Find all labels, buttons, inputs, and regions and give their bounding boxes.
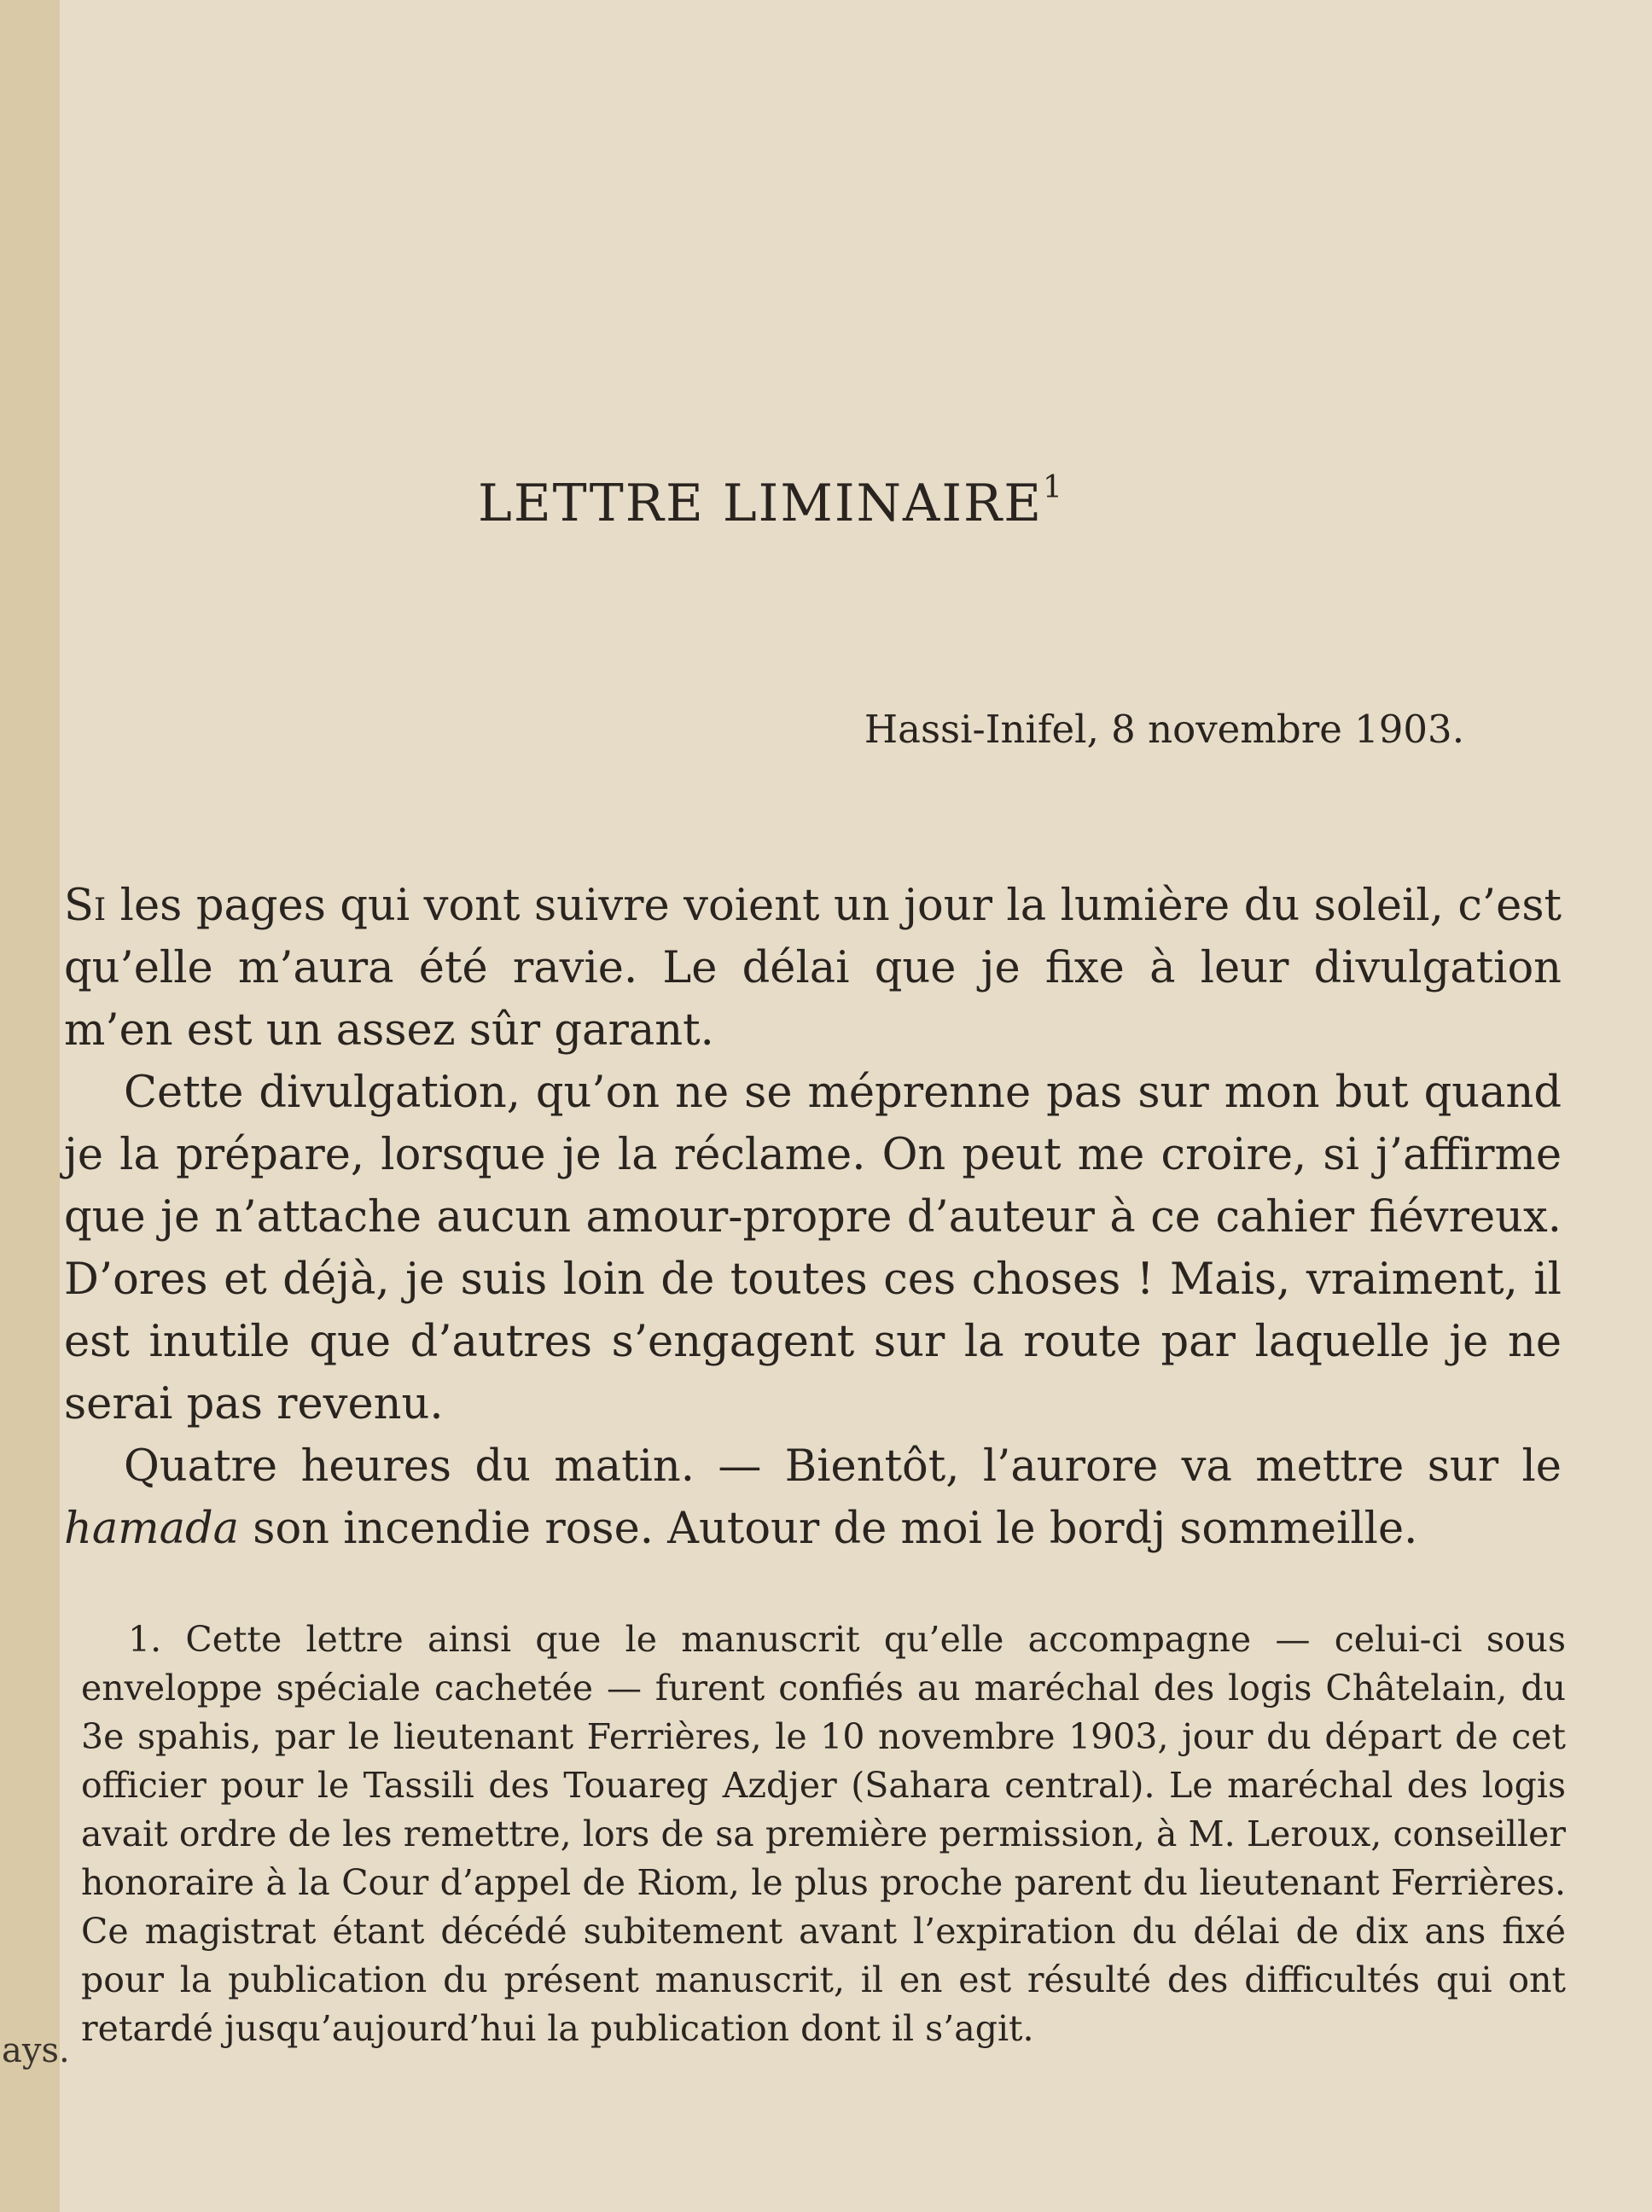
footnote-reference-mark: 1 (1043, 470, 1064, 505)
letter-body (64, 875, 1562, 1560)
dateline: Hassi-Inifel, 8 novembre 1903. (864, 707, 1464, 752)
chapter-title-text: LETTRE LIMINAIRE (478, 474, 1044, 533)
opening-word: Si (64, 881, 107, 931)
paragraph-3-text-before: Quatre heures du matin. — Bientôt, l’aurore va mettre sur le (124, 1441, 1562, 1492)
footnote: 1. Cette lettre ainsi que le manuscrit qu’elle accompagne — celui-ci sous enveloppe spéciale cachetée — furent confiés au maréchal des logis Châtelain, du 3e spahis, par le lieutenant Ferrières, le 10 novembre 1903, jour du départ de cet officier pour le Tassili des Touareg Azdjer (Sahara central). Le maréchal des logis avait ordre de les remettre, lors de sa première permission, à M. Leroux, conseiller honoraire à la Cour d’appel de Riom, le plus proche parent du lieutenant Ferrières. Ce magistrat étant décédé subitement avant l’expiration du délai de dix ans fixé pour la publication du présent manuscrit, il en est résulté des difficultés qui ont retardé jusqu’aujourd’hui la publication dont il s’agit. (81, 1619, 1566, 2049)
paragraph-2: Cette divulgation, qu’on ne se méprenne pas sur mon but quand je la prépare, lorsque je la réclame. On peut me croire, si j’affirme que je n’attache aucun amour-propre d’auteur à ce cahier fiévreux. D’ores et déjà, je suis loin de toutes ces choses ! Mais, vraiment, il est inutile que d’autres s’engagent sur la route par laquelle je ne serai pas revenu. (64, 1068, 1562, 1429)
margin-fragment: ays. (2, 2031, 70, 2070)
facing-page-edge (0, 0, 60, 2212)
chapter-title (478, 470, 1160, 533)
paragraph-1 (64, 875, 1562, 1062)
paragraph-1-text: les pages qui vont suivre voient un jour la lumière du soleil, c’est qu’elle m’aura été ravie. Le délai que je fixe à leur divulgation m’en est un assez sûr garant. (64, 881, 1562, 1056)
italic-term: hamada (64, 1504, 240, 1554)
paragraph-3-text-after: son incendie rose. Autour de moi le bordj sommeille. (239, 1504, 1418, 1554)
paragraph-3 (64, 1435, 1562, 1560)
